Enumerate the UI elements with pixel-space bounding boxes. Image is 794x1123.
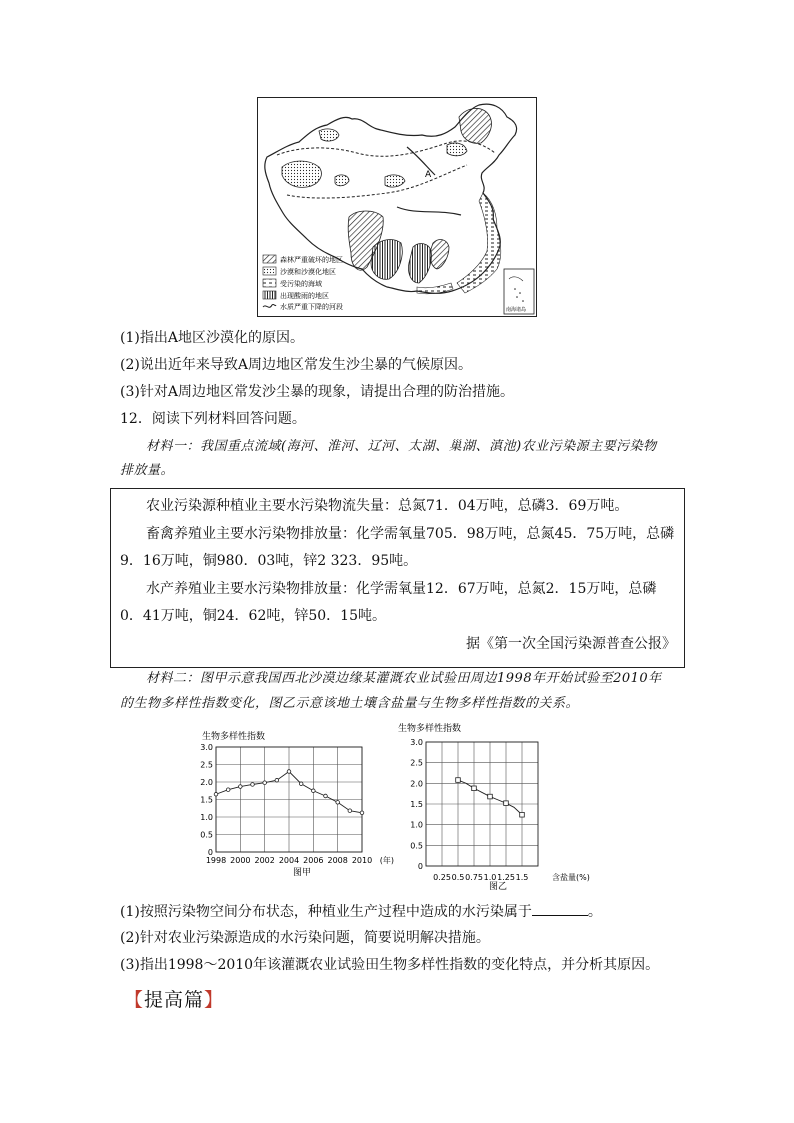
question-a3: (3)针对A周边地区常发沙尘暴的现象，请提出合理的防治措施。 xyxy=(120,384,514,400)
material2-line2: 的生物多样性指数变化，图乙示意该地土壤含盐量与生物多样性指数的关系。 xyxy=(120,696,580,711)
answer-blank[interactable] xyxy=(532,901,588,916)
x-tick-label: 0.25 xyxy=(433,873,451,882)
x-tick-label: 2000 xyxy=(230,856,251,865)
data-point xyxy=(324,794,328,798)
question-12-heading: 12．阅读下列材料回答问题。 xyxy=(120,411,306,427)
y-tick-label: 1.0 xyxy=(410,820,423,830)
y-tick-label: 2.0 xyxy=(410,779,423,789)
material1-line2: 排放量。 xyxy=(120,463,175,478)
section-tag-label: 提高篇 xyxy=(144,989,205,1011)
box-source: 据《第一次全国污染源普查公报》 xyxy=(466,636,676,652)
y-tick-label: 2.5 xyxy=(200,760,213,770)
x-tick-label: 1.5 xyxy=(515,873,529,882)
data-point xyxy=(488,794,493,799)
data-point xyxy=(348,809,352,813)
box-p3a: 水产养殖业主要水污染物排放量：化学需氧量12．67万吨，总氮2．15万吨，总磷 xyxy=(146,581,657,597)
x-tick-label: 2010 xyxy=(351,856,373,865)
y-tick-label: 3.0 xyxy=(410,738,423,747)
legend-item: 水质严重下降的河段 xyxy=(280,303,343,311)
data-point xyxy=(336,801,340,805)
data-point xyxy=(472,786,477,791)
legend-item: 沙漠和沙漠化地区 xyxy=(280,268,336,276)
x-tick-label: 2004 xyxy=(278,856,300,865)
data-point xyxy=(263,781,267,785)
data-point xyxy=(239,785,243,789)
data-point xyxy=(360,811,364,815)
x-tick-label: 0.5 xyxy=(451,873,465,882)
x-tick-label: 1998 xyxy=(205,856,227,865)
data-point xyxy=(312,789,316,793)
y-tick-label: 0.5 xyxy=(200,830,213,840)
data-point xyxy=(214,792,218,796)
x-tick-label: 2006 xyxy=(303,856,324,865)
inset-label: 南海诸岛 xyxy=(506,307,527,313)
box-p2b: 9．16万吨，铜980．03吨，锌2 323．95吨。 xyxy=(120,553,418,569)
china-environment-map xyxy=(257,97,537,317)
y-axis-label: 生物多样性指数 xyxy=(398,724,462,734)
data-point xyxy=(226,788,230,792)
box-p1: 农业污染源种植业主要水污染物流失量：总氮71．04万吨，总磷3．69万吨。 xyxy=(146,498,629,514)
x-axis-label: (年) xyxy=(379,856,394,865)
y-tick-label: 1.5 xyxy=(410,800,423,809)
question-b3: (3)指出1998～2010年该灌溉农业试验田生物多样性指数的变化特点，并分析其原因。 xyxy=(120,957,660,973)
chart-jia xyxy=(196,722,426,880)
question-b1-end: 。 xyxy=(587,904,602,920)
question-a2: (2)说出近年来导致A周边地区常发生沙尘暴的气候原因。 xyxy=(120,357,472,373)
y-tick-label: 1.0 xyxy=(200,813,213,822)
question-b1 xyxy=(120,901,602,922)
data-point xyxy=(275,778,279,782)
material2-line1: 材料二：图甲示意我国西北沙漠边缘某灌溉农业试验田周边1998年开始试验至2010年 xyxy=(146,671,662,686)
y-tick-label: 0.5 xyxy=(410,841,423,851)
y-tick-label: 2.5 xyxy=(410,758,423,768)
data-point xyxy=(456,778,461,783)
question-a1: (1)指出A地区沙漠化的原因。 xyxy=(120,330,304,346)
data-point xyxy=(251,783,255,787)
y-tick-label: 3.0 xyxy=(200,743,213,752)
y-axis-label: 生物多样性指数 xyxy=(202,732,266,742)
point-a-label: A xyxy=(425,170,432,180)
section-tag xyxy=(124,985,224,1012)
data-point xyxy=(287,770,291,774)
south-china-sea-inset xyxy=(504,269,534,314)
chart-yi xyxy=(396,718,606,890)
x-tick-label: 1.0 xyxy=(483,873,497,882)
x-tick-label: 1.25 xyxy=(497,873,515,882)
chart-title: 图乙 xyxy=(488,882,508,890)
legend-item: 出现酸雨的地区 xyxy=(280,292,329,300)
bracket-open: 【 xyxy=(124,989,145,1011)
legend-item: 森林严重破坏的地区 xyxy=(280,256,343,264)
legend-item: 受污染的海域 xyxy=(280,280,322,288)
chart-title: 图甲 xyxy=(292,868,312,878)
x-tick-label: 0.75 xyxy=(465,873,483,882)
bracket-close: 】 xyxy=(204,989,225,1011)
data-point xyxy=(520,812,525,817)
data-point xyxy=(299,782,303,786)
y-tick-label: 0 xyxy=(417,862,423,871)
question-b2: (2)针对农业污染源造成的水污染问题，简要说明解决措施。 xyxy=(120,930,490,946)
question-b1-text: (1)按照污染物空间分布状态，种植业生产过程中造成的水污染属于 xyxy=(120,904,532,920)
x-tick-label: 2002 xyxy=(254,856,275,865)
x-tick-label: 2008 xyxy=(327,856,348,865)
box-p3b: 0．41万吨，铜24．62吨，锌50．15吨。 xyxy=(120,608,386,624)
material1-line1: 材料一：我国重点流域(海河、淮河、辽河、太湖、巢湖、滇池)农业污染源主要污染物 xyxy=(146,439,657,454)
data-point xyxy=(504,801,509,806)
y-tick-label: 1.5 xyxy=(200,795,213,805)
y-tick-label: 2.0 xyxy=(200,778,213,787)
x-axis-label: 含盐量(%) xyxy=(552,873,590,882)
box-p2a: 畜禽养殖业主要水污染物排放量：化学需氧量705．98万吨，总氮45．75万吨，总磷 xyxy=(146,526,675,542)
y-tick-label: 0 xyxy=(207,848,213,857)
